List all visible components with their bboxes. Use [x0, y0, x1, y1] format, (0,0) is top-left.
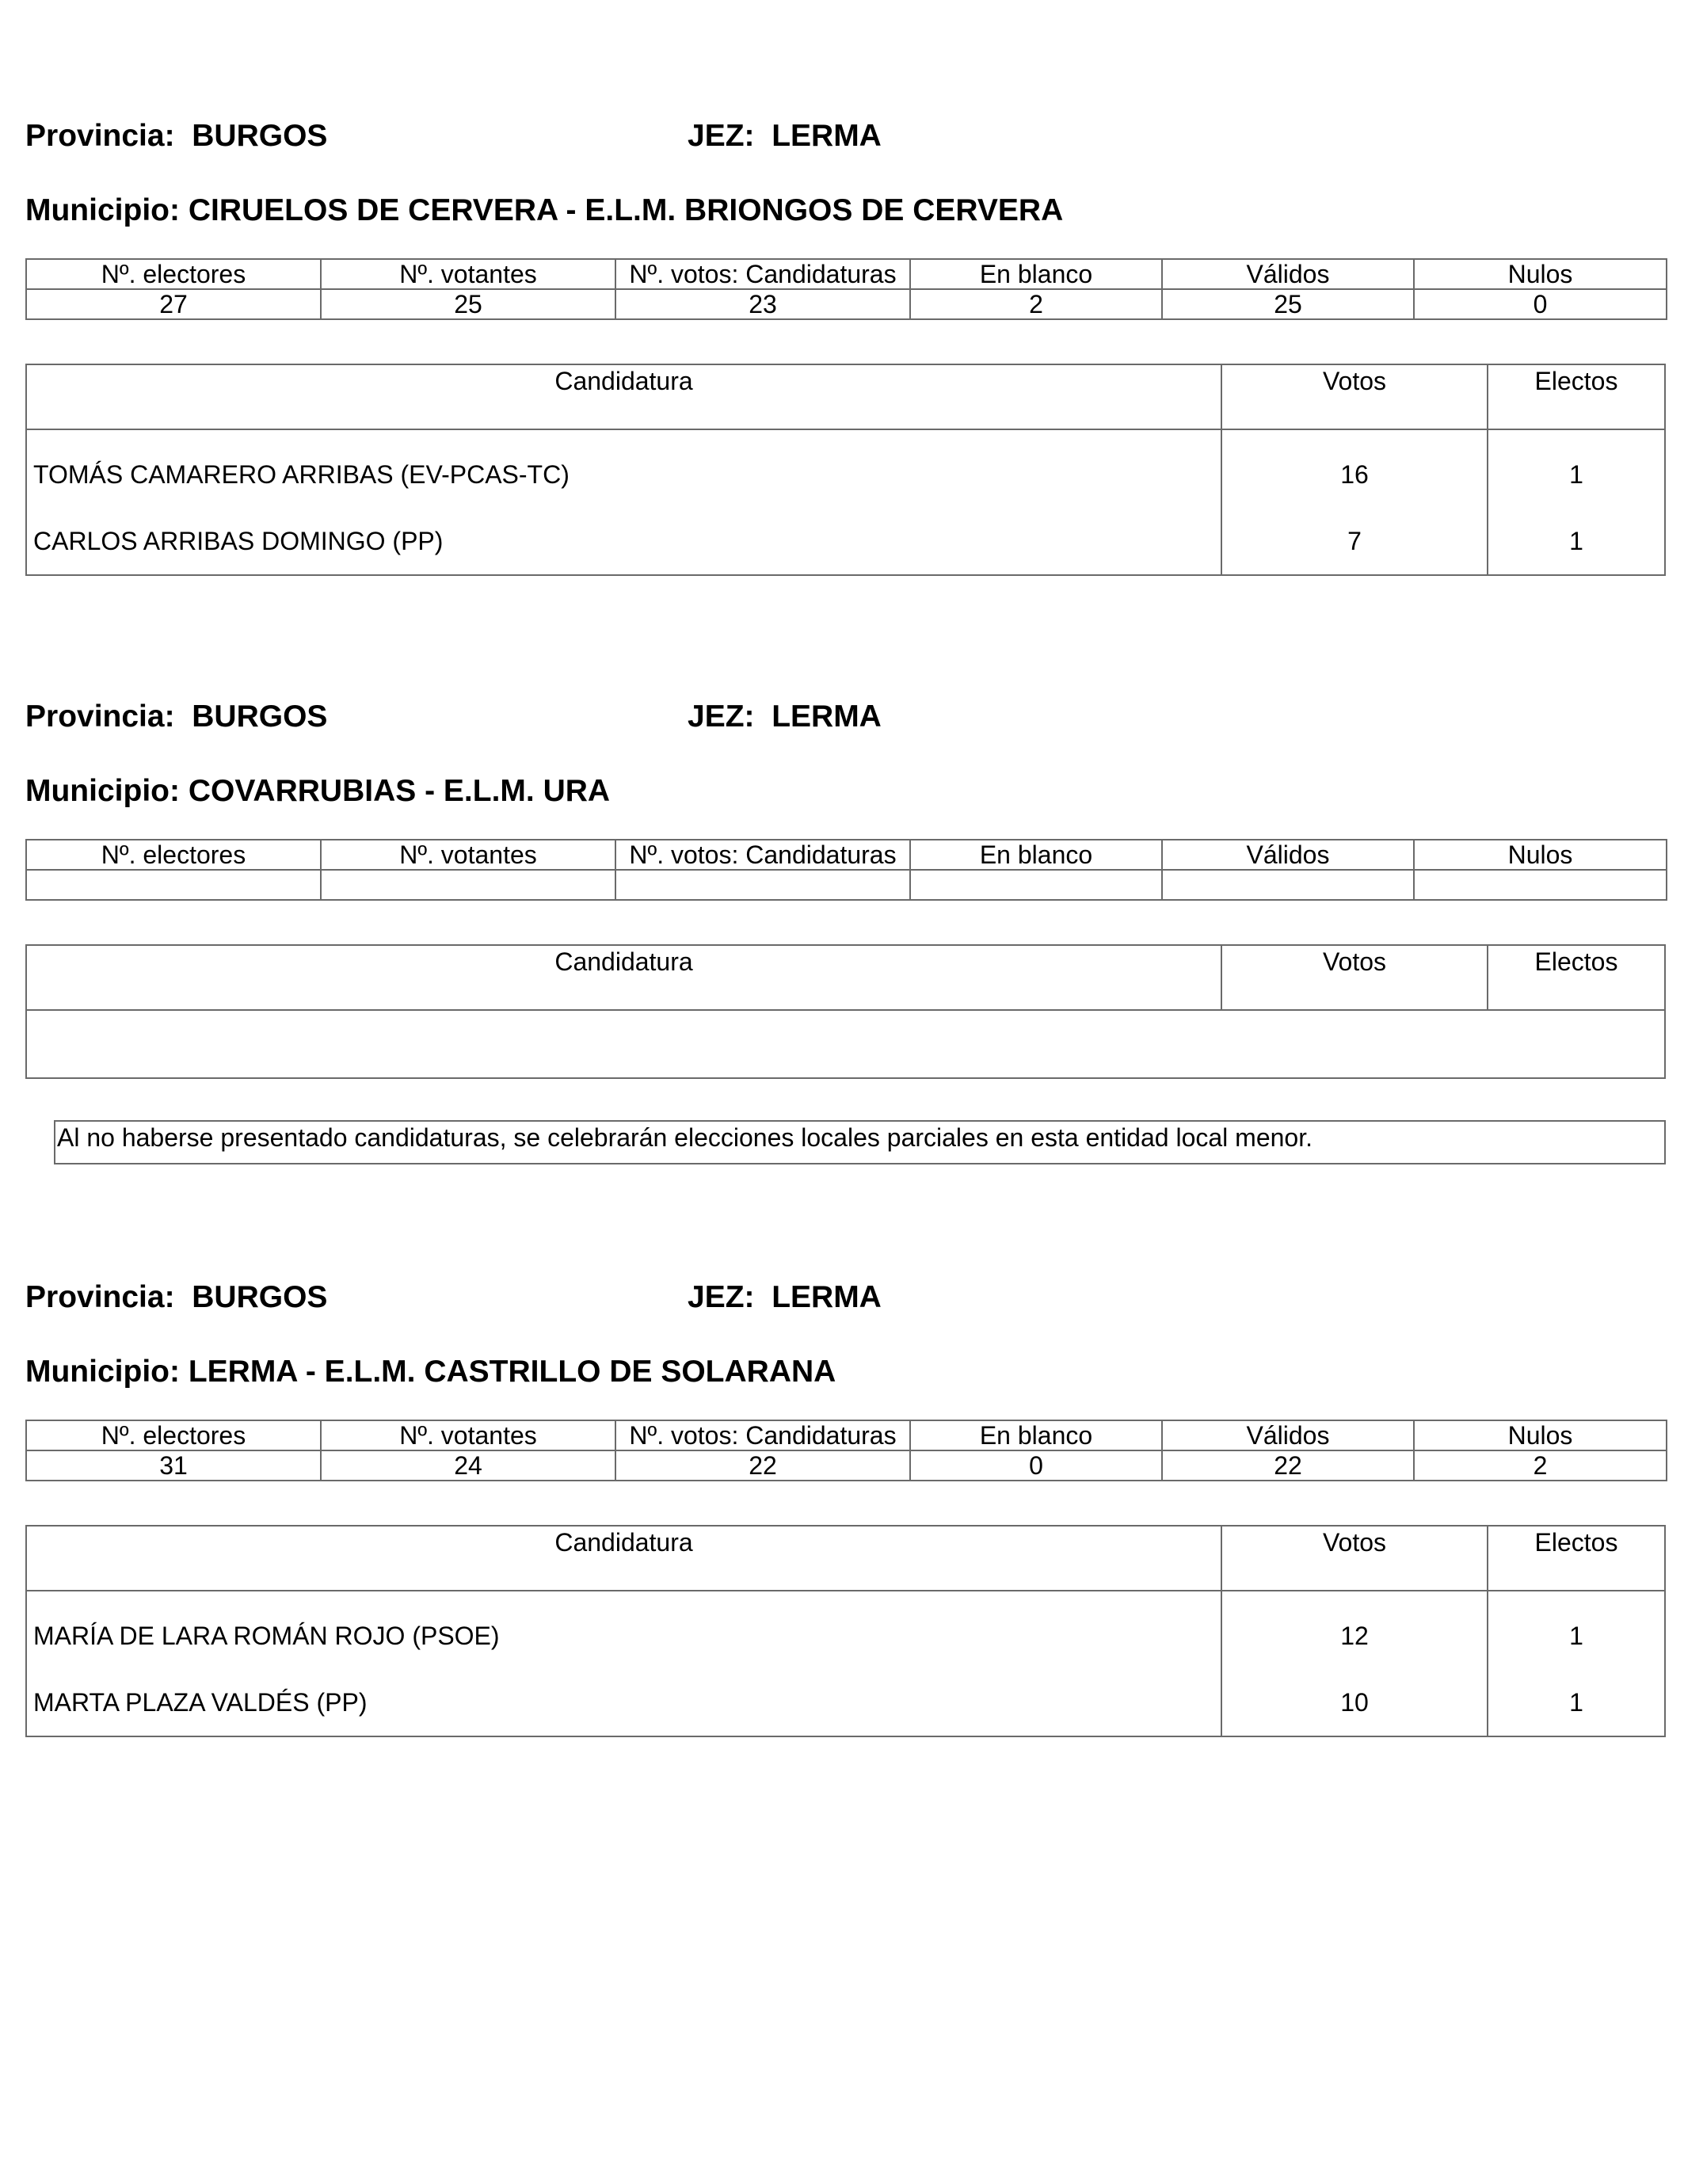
stats-value-row: [26, 870, 1667, 900]
jez-line: JEZ: LERMA: [688, 1280, 882, 1314]
candidates-header: [27, 1527, 1664, 1591]
stats-value-cell: [1414, 870, 1667, 900]
stats-value-cell: [321, 870, 615, 900]
stats-value-cell: 25: [321, 289, 615, 319]
municipio-title: Municipio: COVARRUBIAS - E.L.M. URA: [25, 774, 611, 808]
stats-header-cell: Nº. votantes: [321, 259, 615, 289]
municipio-section: [0, 0, 1684, 578]
stats-header-cell: En blanco: [910, 840, 1162, 870]
stats-value-cell: 22: [615, 1450, 910, 1481]
municipio-title: Municipio: CIRUELOS DE CERVERA - E.L.M. BRIONGOS DE CERVERA: [25, 193, 1064, 227]
stats-value-cell: 25: [1162, 289, 1414, 319]
stats-value-cell: 22: [1162, 1450, 1414, 1481]
stats-header-cell: Nº. electores: [26, 259, 321, 289]
stats-header-cell: En blanco: [910, 259, 1162, 289]
votos-header: Votos: [1222, 365, 1488, 429]
candidates-table: [25, 1525, 1666, 1737]
candidate-votes: 12: [1340, 1622, 1369, 1650]
candidates-header: [27, 365, 1664, 430]
stats-value-cell: 2: [910, 289, 1162, 319]
electos-header: Electos: [1534, 947, 1618, 976]
candidate-elected: 1: [1569, 1622, 1583, 1650]
stats-table: [25, 258, 1667, 320]
candidatura-header: Candidatura: [27, 946, 1222, 1009]
stats-header-cell: Nº. votantes: [321, 1420, 615, 1450]
candidates-table: [25, 364, 1666, 576]
provincia-line: Provincia: BURGOS: [25, 1280, 328, 1314]
stats-header-cell: Nº. votos: Candidaturas: [615, 1420, 910, 1450]
stats-header-cell: En blanco: [910, 1420, 1162, 1450]
candidate-name: MARTA PLAZA VALDÉS (PP): [33, 1688, 368, 1717]
stats-header-cell: Nº. votos: Candidaturas: [615, 259, 910, 289]
electos-header: Electos: [1534, 367, 1618, 395]
stats-header-row: [26, 840, 1667, 870]
stats-header-cell: Nº. votos: Candidaturas: [615, 840, 910, 870]
stats-value-cell: 0: [1414, 289, 1667, 319]
candidate-votes: 7: [1347, 527, 1362, 555]
stats-table: [25, 1420, 1667, 1481]
candidates-body: [27, 430, 1664, 574]
candidate-elected: 1: [1569, 527, 1583, 555]
candidates-header: [27, 946, 1664, 1011]
candidatura-header: Candidatura: [27, 365, 1222, 429]
jez-line: JEZ: LERMA: [688, 699, 882, 734]
candidatura-header: Candidatura: [27, 1527, 1222, 1590]
candidates-body: [27, 1591, 1664, 1736]
candidate-votes: 10: [1340, 1688, 1369, 1717]
stats-header-cell: Nulos: [1414, 259, 1667, 289]
candidate-name: MARÍA DE LARA ROMÁN ROJO (PSOE): [33, 1622, 500, 1650]
stats-value-cell: 27: [26, 289, 321, 319]
stats-header-cell: Válidos: [1162, 840, 1414, 870]
candidate-elected: 1: [1569, 460, 1583, 489]
stats-header-cell: Nulos: [1414, 840, 1667, 870]
jez-line: JEZ: LERMA: [688, 119, 882, 153]
municipio-title: Municipio: LERMA - E.L.M. CASTRILLO DE SOLARANA: [25, 1355, 836, 1389]
stats-value-cell: 0: [910, 1450, 1162, 1481]
votos-header: Votos: [1222, 946, 1488, 1009]
candidates-table: [25, 944, 1666, 1079]
stats-header-cell: Nº. electores: [26, 840, 321, 870]
municipio-section: [0, 1161, 1684, 1740]
stats-value-cell: 23: [615, 289, 910, 319]
stats-value-cell: [26, 870, 321, 900]
stats-header-cell: Nº. electores: [26, 1420, 321, 1450]
stats-header-row: [26, 1420, 1667, 1450]
provincia-line: Provincia: BURGOS: [25, 119, 328, 153]
stats-value-row: [26, 1450, 1667, 1481]
stats-header-row: [26, 259, 1667, 289]
stats-value-cell: 2: [1414, 1450, 1667, 1481]
stats-header-cell: Nº. votantes: [321, 840, 615, 870]
stats-value-row: [26, 289, 1667, 319]
electos-header: Electos: [1534, 1528, 1618, 1557]
candidates-body-empty: [27, 1011, 1664, 1077]
candidate-name: TOMÁS CAMARERO ARRIBAS (EV-PCAS-TC): [33, 460, 570, 489]
stats-value-cell: [1162, 870, 1414, 900]
stats-value-cell: [910, 870, 1162, 900]
stats-value-cell: 31: [26, 1450, 321, 1481]
provincia-line: Provincia: BURGOS: [25, 699, 328, 734]
votos-header: Votos: [1222, 1527, 1488, 1590]
candidate-votes: 16: [1340, 460, 1369, 489]
candidate-name: CARLOS ARRIBAS DOMINGO (PP): [33, 527, 444, 555]
stats-value-cell: [615, 870, 910, 900]
stats-header-cell: Válidos: [1162, 1420, 1414, 1450]
stats-header-cell: Nulos: [1414, 1420, 1667, 1450]
no-candidates-note: Al no haberse presentado candidaturas, se celebrarán elecciones locales parciales en esta entidad local menor.: [54, 1120, 1666, 1164]
stats-table: [25, 839, 1667, 901]
municipio-section: [0, 581, 1684, 1159]
stats-value-cell: 24: [321, 1450, 615, 1481]
candidate-elected: 1: [1569, 1688, 1583, 1717]
stats-header-cell: Válidos: [1162, 259, 1414, 289]
